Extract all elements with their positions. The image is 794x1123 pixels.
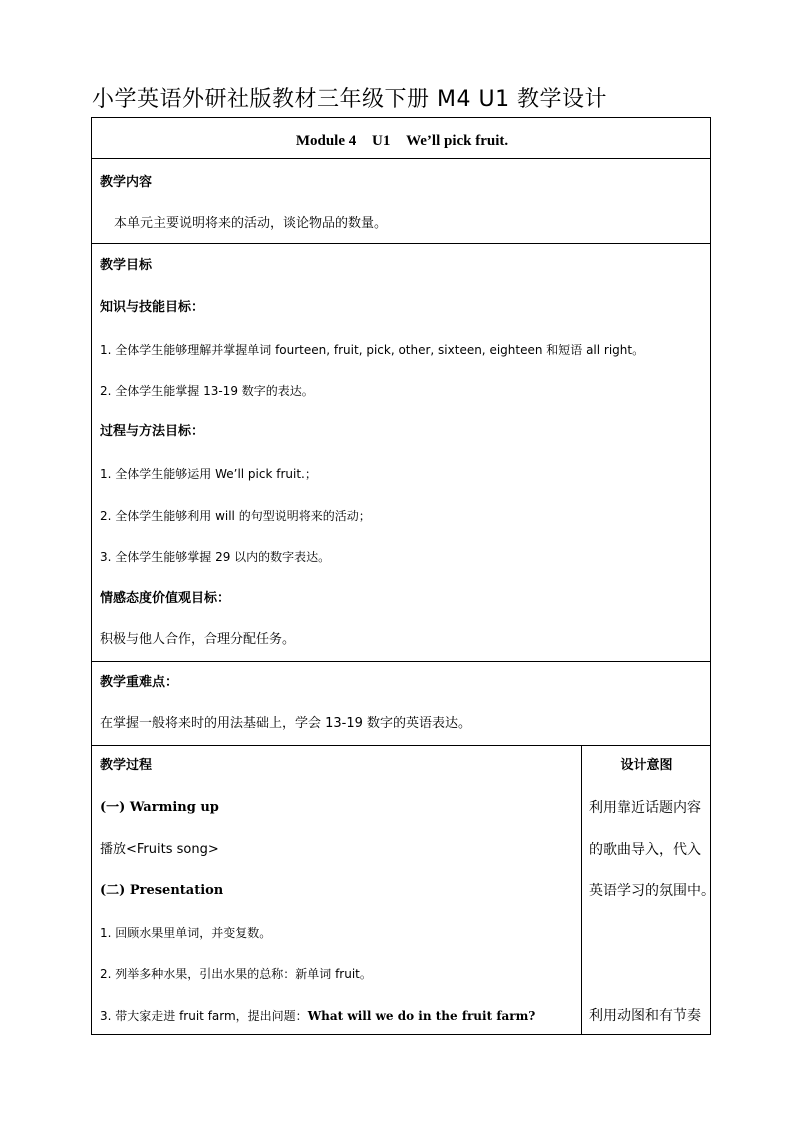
design-note-line: 利用靠近话题内容 <box>589 800 701 816</box>
row-divider <box>92 158 710 159</box>
module-header <box>92 133 712 149</box>
design-intent-heading: 设计意图 <box>620 758 673 773</box>
knowledge-item-1: 1. 全体学生能够理解并掌握单词 fourteen, fruit, pick, other, sixteen, eighteen 和短语 all right。 <box>100 343 645 357</box>
attitude-heading: 情感态度价值观目标： <box>100 591 231 606</box>
presentation-step-2: 2. 列举多种水果，引出水果的总称：新单词 fruit。 <box>100 967 372 981</box>
row-divider <box>92 243 710 244</box>
row-divider <box>92 745 710 746</box>
difficulty-heading: 教学重难点： <box>100 675 179 690</box>
lesson-plan-table <box>91 117 715 1035</box>
difficulty-text: 在掌握一般将来时的用法基础上，学会 13-19 数字的英语表达。 <box>100 716 472 731</box>
design-note-line: 的歌曲导入，代入 <box>589 842 701 858</box>
warming-up-heading: (一) Warming up <box>100 800 219 815</box>
design-note-line: 英语学习的氛围中。 <box>589 883 715 899</box>
unit-label: U1 <box>372 133 391 149</box>
module-label: Module 4 <box>295 133 357 149</box>
process-item-3: 3. 全体学生能够掌握 29 以内的数字表达。 <box>100 550 331 564</box>
warming-up-text: 播放<Fruits song> <box>100 842 219 857</box>
knowledge-heading: 知识与技能目标： <box>100 300 205 315</box>
document-title: 小学英语外研社版教材三年级下册 M4 U1 教学设计 <box>92 87 608 112</box>
lesson-title: We’ll pick fruit. <box>406 133 509 149</box>
process-item-2: 2. 全体学生能够利用 will 的句型说明将来的活动； <box>100 509 371 523</box>
presentation-heading: (二) Presentation <box>100 883 224 898</box>
attitude-text: 积极与他人合作，合理分配任务。 <box>100 632 296 647</box>
presentation-step-3 <box>100 1008 535 1024</box>
step3-prefix: 3. 带大家走进 fruit farm，提出问题： <box>100 1009 308 1023</box>
column-divider <box>581 745 582 1034</box>
knowledge-item-2: 2. 全体学生能掌握 13-19 数字的表达。 <box>100 384 314 398</box>
design-note-2: 利用动图和有节奏 <box>589 1008 701 1024</box>
row-divider <box>92 661 710 662</box>
content-text: 本单元主要说明将来的活动，谈论物品的数量。 <box>114 216 388 231</box>
presentation-step-1: 1. 回顾水果里单词，并变复数。 <box>100 926 272 940</box>
objectives-heading: 教学目标 <box>100 258 153 273</box>
process-section-heading: 教学过程 <box>100 758 153 773</box>
process-heading: 过程与方法目标： <box>100 424 205 439</box>
process-item-1: 1. 全体学生能够运用 We’ll pick fruit.； <box>100 467 317 481</box>
step3-question: What will we do in the fruit farm? <box>307 1009 536 1023</box>
content-heading: 教学内容 <box>100 175 153 190</box>
